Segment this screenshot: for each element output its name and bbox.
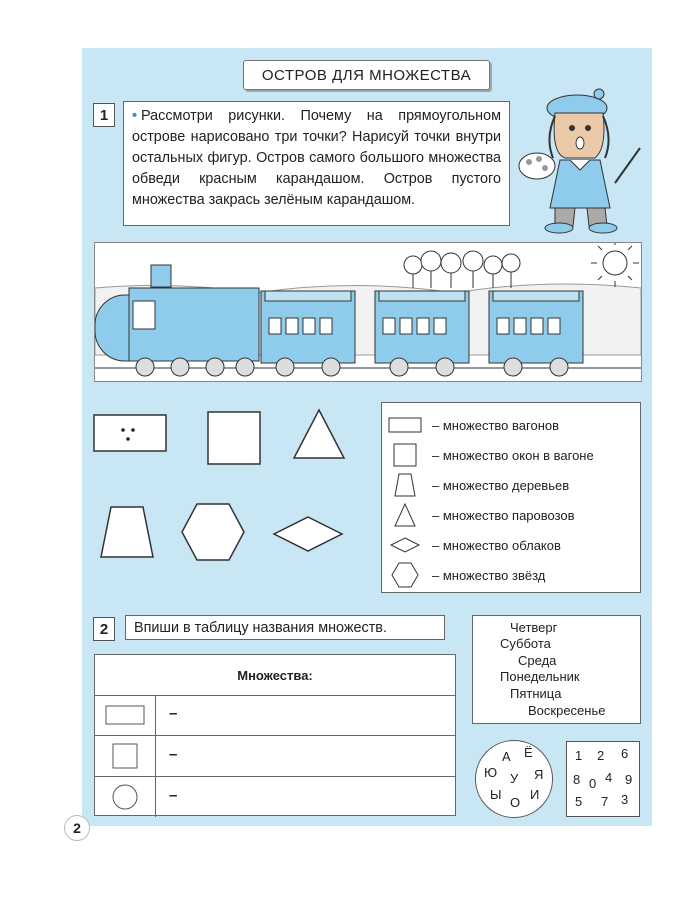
digit: 2 xyxy=(597,748,605,763)
page-number: 2 xyxy=(64,815,90,841)
table-row xyxy=(95,695,455,736)
task-2-number: 2 xyxy=(93,617,115,641)
legend-label: – множество звёзд xyxy=(432,567,546,583)
legend-box xyxy=(381,402,641,593)
answer-field[interactable]: – xyxy=(169,746,178,763)
digit: 0 xyxy=(589,776,597,791)
hexagon-icon xyxy=(388,562,422,588)
digit: 1 xyxy=(575,748,583,763)
day-label: Воскресенье xyxy=(528,703,606,718)
bullet: • xyxy=(132,108,138,124)
digits-box xyxy=(566,741,640,817)
day-label: Пятница xyxy=(510,686,562,701)
answer-field[interactable]: – xyxy=(169,705,178,722)
digit: 4 xyxy=(605,770,613,785)
day-label: Четверг xyxy=(510,620,558,635)
table-header: Множества: xyxy=(95,655,455,696)
digit: 7 xyxy=(601,794,609,809)
wagon-2 xyxy=(375,291,469,376)
locomotive xyxy=(95,265,259,376)
island-rhombus[interactable] xyxy=(272,515,344,553)
trees-icon xyxy=(404,251,520,288)
legend-row xyxy=(388,561,545,589)
digit: 3 xyxy=(621,792,629,807)
square-icon xyxy=(388,443,422,467)
digit: 8 xyxy=(573,772,581,787)
trapezoid-icon xyxy=(388,473,422,497)
day-label: Понедельник xyxy=(500,669,580,684)
letter: Я xyxy=(534,767,544,782)
letter: И xyxy=(530,787,540,802)
island-rectangle[interactable] xyxy=(93,414,167,452)
table-row xyxy=(95,736,455,777)
rectangle-icon xyxy=(104,704,146,726)
rectangle-icon xyxy=(388,415,422,435)
island-trapezoid[interactable] xyxy=(99,505,155,559)
legend-label: – множество паровозов xyxy=(432,507,575,523)
letters-circle xyxy=(475,740,553,818)
wagon-3 xyxy=(489,291,583,376)
square-icon xyxy=(111,742,139,770)
wagon-1 xyxy=(261,291,355,376)
table-shape-cell xyxy=(95,777,156,817)
legend-row xyxy=(388,441,594,469)
answer-field[interactable]: – xyxy=(169,787,178,804)
letter: Ю xyxy=(484,765,498,780)
task-1-number: 1 xyxy=(93,103,115,127)
page-title: ОСТРОВ ДЛЯ МНОЖЕСТВА xyxy=(243,60,490,90)
letter: У xyxy=(510,771,519,786)
table-shape-cell xyxy=(95,736,156,776)
legend-label: – множество окон в вагоне xyxy=(432,447,594,463)
legend-label: – множество вагонов xyxy=(432,417,560,433)
letter: Ы xyxy=(490,787,502,802)
legend-row xyxy=(388,501,575,529)
table-shape-cell xyxy=(95,695,156,735)
letter: А xyxy=(502,749,511,764)
task-1-text-box xyxy=(123,101,510,226)
island-triangle[interactable] xyxy=(292,408,346,460)
artist-character-illustration xyxy=(515,78,650,236)
days-list-box xyxy=(472,615,641,724)
legend-label: – множество облаков xyxy=(432,537,561,553)
digit: 6 xyxy=(621,746,629,761)
rhombus-icon xyxy=(388,535,422,555)
legend-label: – множество деревьев xyxy=(432,477,570,493)
island-hexagon[interactable] xyxy=(180,502,246,562)
triangle-icon xyxy=(388,503,422,527)
digit: 9 xyxy=(625,772,633,787)
letter: О xyxy=(510,795,521,810)
legend-row xyxy=(388,531,561,559)
task-1-text: Рассмотри рисунки. Почему на прямоугольном острове нарисовано три точки? Нарисуй точки внутри остальных фигур. Остров самого большого множества обведи красным карандашом. Остров пустого множества закрась зелёным карандашом. xyxy=(132,108,501,208)
day-label: Суббота xyxy=(500,636,551,651)
sun-icon xyxy=(591,243,639,287)
letter: Ё xyxy=(524,745,533,760)
sets-table xyxy=(94,654,456,816)
circle-icon xyxy=(111,783,139,811)
legend-row xyxy=(388,471,569,499)
digit: 5 xyxy=(575,794,583,809)
island-square[interactable] xyxy=(207,411,261,465)
task-2-text: Впиши в таблицу названия множеств. xyxy=(125,615,445,640)
table-row xyxy=(95,777,455,817)
train-scene-illustration xyxy=(94,242,642,382)
legend-row xyxy=(388,411,559,439)
day-label: Среда xyxy=(518,653,557,668)
